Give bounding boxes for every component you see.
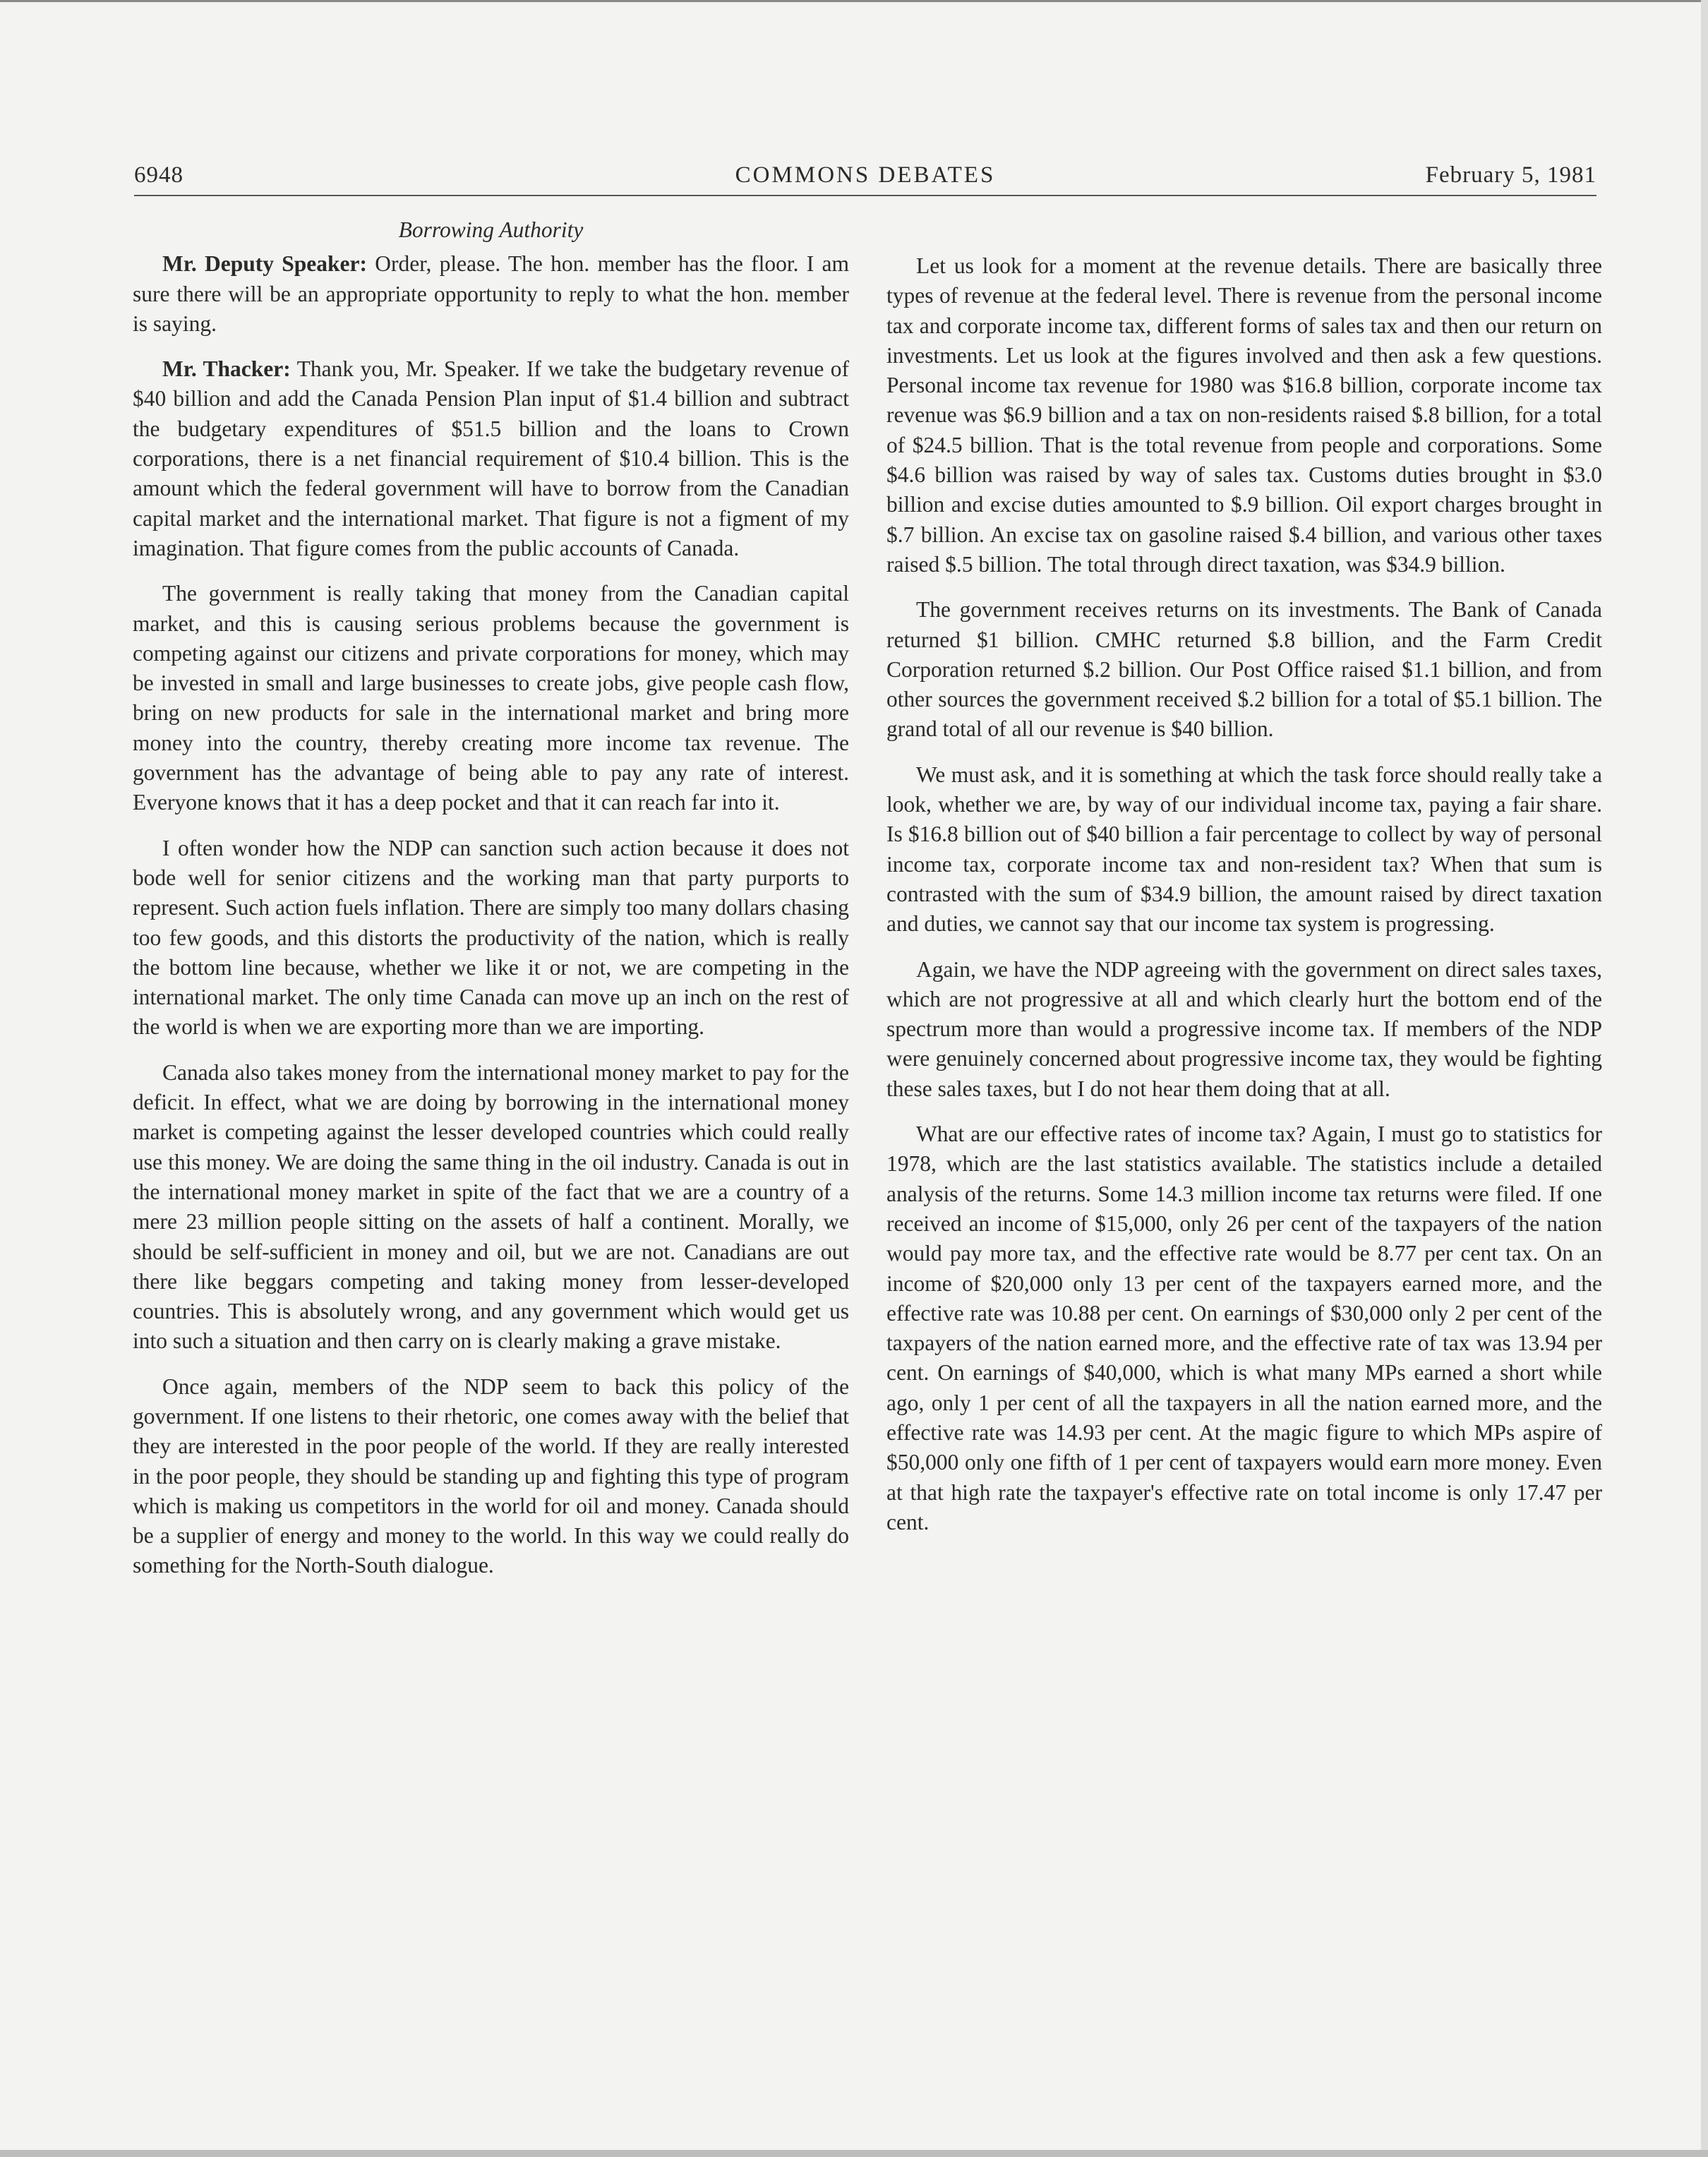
publication-title: COMMONS DEBATES [735, 162, 996, 188]
paragraph-thacker [133, 354, 849, 563]
page-bottom-edge [0, 2150, 1708, 2157]
paragraph: Again, we have the NDP agreeing with the government on direct sales taxes, which are not progressive at all and which clearly hurt the bottom end of the spectrum more than would a progressive income tax. If members of the NDP were genuinely concerned about progressive income tax, they would be fighting these sales taxes, but I do not hear them doing that at all. [886, 956, 1602, 1101]
page-right-edge [1701, 0, 1708, 2157]
publication-date: February 5, 1981 [1425, 162, 1596, 188]
speaker-name: Mr. Deputy Speaker: [162, 251, 367, 277]
paragraph: The government is really taking that money from the Canadian capital market, and this is causing serious problems because the government is competing against our citizens and private corporations for money, which may be invested in small and large businesses to create jobs, give people cash flow, bring on new products for sale in the international market and bring more money into the country, thereby creating more income tax revenue. The government has the advantage of being able to pay any rate of interest. Everyone knows that it has a deep pocket and that it can reach far into it. [133, 581, 849, 815]
page-number: 6948 [134, 162, 184, 188]
right-column [886, 251, 1602, 1553]
header-rule [134, 195, 1596, 196]
paragraph: Let us look for a moment at the revenue details. There are basically three types of revenue at the federal level. There is revenue from the personal income tax and corporate income tax, different forms of sales tax and then our return on investments. Let us look at the figures involved and then ask a few questions. Personal income tax revenue for 1980 was $16.8 billion, corporate income tax revenue was $6.9 billion and a tax on non-residents raised $.8 billion, for a total of $24.5 billion. That is the total revenue from people and corporations. Some $4.6 billion was raised by way of sales tax. Customs duties brought in $3.0 billion and excise duties amounted to $.9 billion. Oil export charges brought in $.7 billion. An excise tax on gasoline raised $.4 billion, and various other taxes raised $.5 billion. The total through direct taxation, was $34.9 billion. [886, 253, 1602, 577]
paragraph: The government receives returns on its investments. The Bank of Canada returned $1 billion. CMHC returned $.8 billion, and the Farm Credit Corporation returned $.2 billion. Our Post Office raised $1.1 billion, and from other sources the government received $.2 billion for a total of $5.1 billion. The grand total of all our revenue is $40 billion. [886, 597, 1602, 742]
paragraph: I often wonder how the NDP can sanction such action because it does not bode well for senior citizens and the working man that party purports to represent. Such action fuels inflation. There are simply too many dollars chasing too few goods, and this distorts the productivity of the nation, which is really the bottom line because, whether we like it or not, we are competing in the international market. The only time Canada can move up an inch on the rest of the world is when we are exporting more than we are importing. [133, 835, 850, 1040]
paragraph: Canada also takes money from the international money market to pay for the deficit. In effect, what we are doing by borrowing in the international money market is competing against the lesser developed countries which could really use this money. We are doing the same thing in the oil industry. Canada is out in the international money market in spite of the fact that we are a country of a mere 23 million people sitting on the assets of half a continent. Morally, we should be self-sufficient in money and oil, but we are not. Canadians are out there like beggars competing and taking money from lesser-developed countries. This is absolutely wrong, and any government which would get us into such a situation and then carry on is clearly making a grave mistake. [133, 1059, 849, 1354]
paragraph: We must ask, and it is something at which the task force should really take a look, whether we are, by way of our individual income tax, paying a fair share. Is $16.8 billion out of $40 billion a fair percentage to collect by way of personal income tax, corporate income tax and non-resident tax? When that sum is contrasted with the sum of $34.9 billion, the amount raised by direct taxation and duties, we cannot say that our income tax system is progressing. [886, 762, 1602, 937]
speech-text: Thank you, Mr. Speaker. If we take the budgetary revenue of $40 billion and add the Canada Pension Plan input of $1.4 billion and subtract the budgetary expenditures of $51.5 billion and the loans to Crown corporations, there is a net financial requirement of $10.4 billion. This is the amount which the federal government will have to borrow from the Canadian capital market and the international market. That figure is not a figment of my imagination. That figure comes from the public accounts of Canada. [133, 356, 849, 560]
left-column [133, 215, 849, 1597]
section-subheading: Borrowing Authority [398, 217, 584, 242]
speaker-name: Mr. Thacker: [162, 356, 291, 382]
paragraph: What are our effective rates of income tax? Again, I must go to statistics for 1978, which are the last statistics available. The statistics include a detailed analysis of the returns. Some 14.3 million income tax returns were filed. If one received an income of $15,000, only 26 per cent of the taxpayers of the nation would pay more tax, and the effective rate would be 8.77 per cent tax. On an income of $20,000 only 13 per cent of the taxpayers earned more, and the effective rate was 10.88 per cent. On earnings of $30,000 only 2 per cent of the taxpayers of the nation earned more, and the effective rate of tax was 13.94 per cent. On earnings of $40,000, which is what many MPs earned a short while ago, only 1 per cent of all the taxpayers in all the nation earned more, and the effective rate was 14.93 per cent. At the magic figure to which MPs aspire of $50,000 only one fifth of 1 per cent of taxpayers would earn more money. Even at that high rate the taxpayer's effective rate on total income is only 17.47 per cent. [886, 1122, 1602, 1534]
page-top-edge [0, 0, 1708, 2]
page-header [134, 162, 1596, 193]
speech-text: Order, please. The hon. member has the floor. I am sure there will be an appropriate opportunity to reply to what the hon. member is saying. [133, 251, 849, 336]
paragraph: Once again, members of the NDP seem to back this policy of the government. If one listens to their rhetoric, one comes away with the belief that they are interested in the poor people of the world. If they are really interested in the poor people, they should be standing up and fighting this type of program which is making us competitors in the world for oil and money. Canada should be a supplier of energy and money to the world. In this way we could really do something for the North-South dialogue. [133, 1374, 849, 1578]
paragraph-deputy-speaker [133, 249, 849, 339]
